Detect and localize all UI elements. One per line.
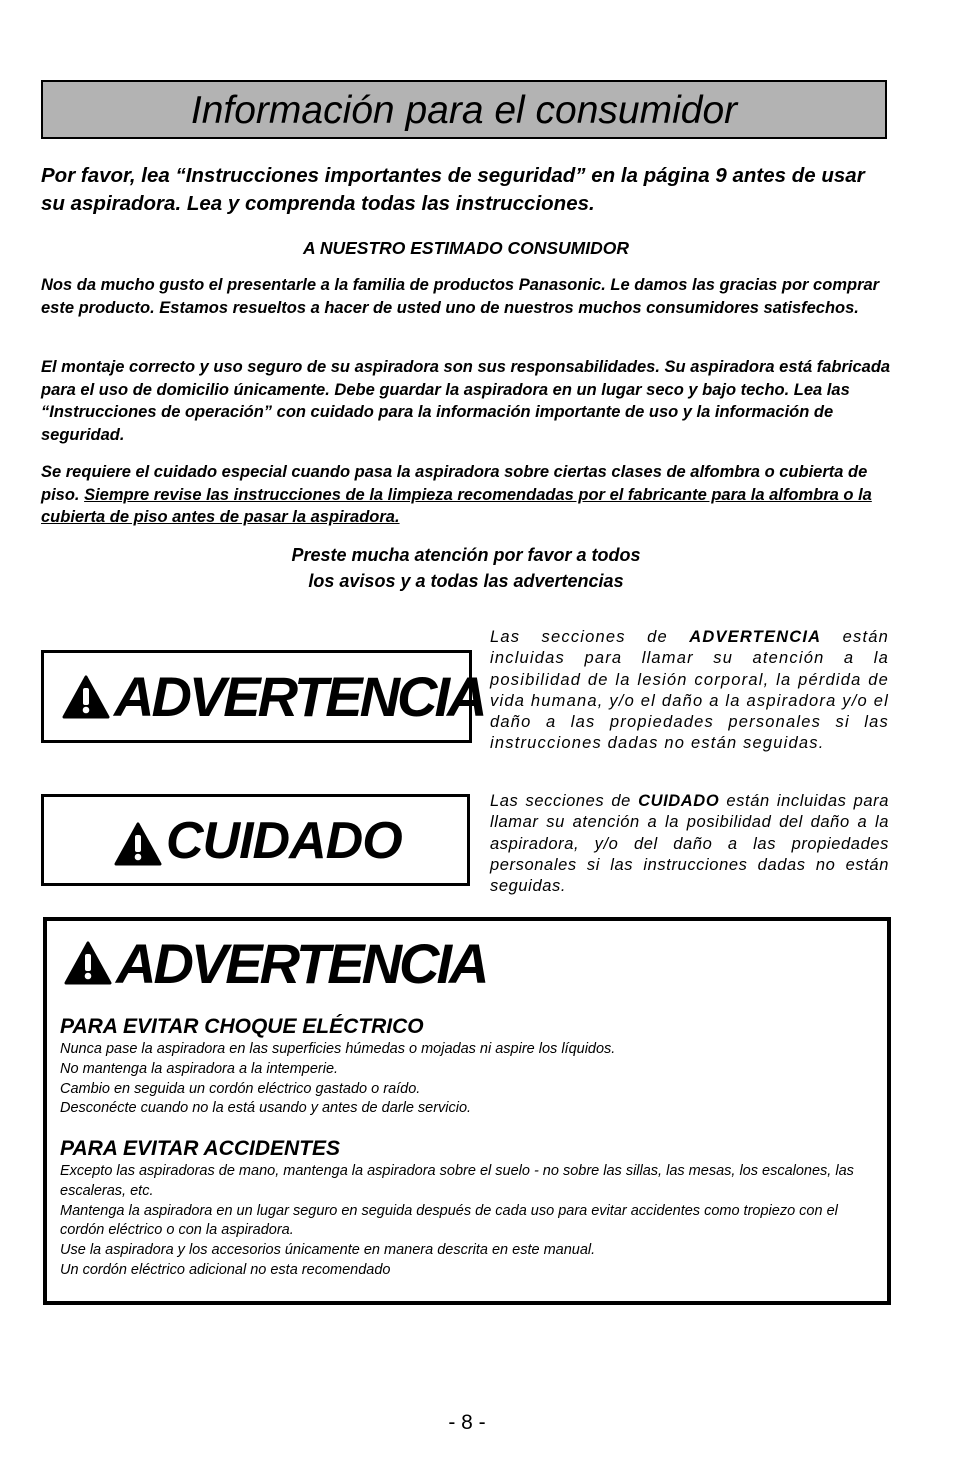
page-number: - 8 - bbox=[448, 1411, 486, 1434]
caution-sign bbox=[41, 794, 470, 886]
list-item: Un cordón eléctrico adicional no esta recomendado bbox=[60, 1261, 391, 1278]
warning-panel bbox=[43, 917, 891, 1305]
caution-desc-suffix: están incluidas para llamar su atención a la posibilidad del daño a la aspiradora, y/o del daño a las propiedades personales si las instrucciones dadas no están seguidas. bbox=[490, 792, 889, 896]
header-banner bbox=[41, 80, 887, 139]
paragraph-thanks: Nos da mucho gusto el presentarle a la familia de productos Panasonic. Le damos las gracias por comprar este producto. Estamos resueltos a hacer de usted uno de nuestros muchos consumidores satisfechos. bbox=[41, 276, 880, 317]
warning-description bbox=[490, 627, 889, 755]
list-item: Desconécte cuando no la está usando y antes de darle servicio. bbox=[60, 1100, 472, 1117]
list-item: Nunca pase la aspiradora en las superficies húmedas o mojadas ni aspire los líquidos. bbox=[60, 1041, 616, 1057]
electric-shock-title: PARA EVITAR CHOQUE ELÉCTRICO bbox=[60, 1015, 424, 1038]
accidents-title: PARA EVITAR ACCIDENTES bbox=[60, 1137, 341, 1160]
caution-triangle-icon bbox=[114, 822, 162, 866]
electric-shock-section bbox=[60, 1014, 875, 1119]
paragraph-special-care bbox=[41, 461, 891, 529]
warning-panel-triangle-icon bbox=[64, 941, 112, 985]
attention-note-line2: los avisos y a todas las advertencias bbox=[308, 571, 624, 591]
warning-label: ADVERTENCIA bbox=[114, 665, 485, 728]
attention-note bbox=[41, 542, 891, 594]
accidents-section bbox=[60, 1136, 875, 1281]
safety-intro: Por favor, lea “Instrucciones importantes de seguridad” en la página 9 antes de usar su aspiradora. Lea y comprenda todas las instrucciones. bbox=[41, 164, 865, 215]
list-item: Mantenga la aspiradora en un lugar seguro en seguida después de cada uso para evitar accidentes como tropiezo con el cordón eléctrico o con la aspiradora. bbox=[60, 1202, 838, 1239]
caution-desc-keyword: CUIDADO bbox=[638, 792, 720, 810]
list-item: Excepto las aspiradoras de mano, mantenga la aspiradora sobre el suelo - no sobre las sillas, las mesas, los escalones, las escaleras, etc. bbox=[60, 1163, 854, 1199]
list-item: No mantenga la aspiradora a la intemperie. bbox=[60, 1060, 339, 1077]
caution-desc-prefix: Las secciones de bbox=[490, 792, 639, 810]
special-care-text: Se requiere el cuidado especial cuando pasa la aspiradora sobre ciertas clases de alfombra o cubierta de piso. bbox=[41, 463, 868, 504]
warning-panel-label: ADVERTENCIA bbox=[116, 932, 487, 995]
caution-label: CUIDADO bbox=[166, 812, 402, 870]
warning-sign bbox=[41, 650, 485, 743]
warning-desc-prefix: Las secciones de bbox=[490, 628, 690, 646]
warning-desc-suffix: están incluidas para llamar su atención a la posibilidad de la lesión corporal, la pérdida de vida humana, y/o el daño a la aspiradora y/o el daño a las propiedades personales si las instrucciones dadas no están seguidas. bbox=[490, 628, 889, 753]
electric-shock-list bbox=[60, 1040, 875, 1119]
list-item: Cambio en seguida un cordón eléctrico gastado o raído. bbox=[60, 1080, 421, 1097]
paragraph-responsibility: El montaje correcto y uso seguro de su aspiradora son sus responsabilidades. Su aspiradora está fabricada para el uso de domicilio únicamente. Debe guardar la aspiradora en un lugar seco y bajo techo. Lea las “Instrucciones de operación” con cuidado para la información importante de uso y la información de seguridad. bbox=[41, 358, 891, 444]
warning-triangle-icon bbox=[62, 675, 110, 719]
caution-description bbox=[490, 791, 889, 897]
list-item: Use la aspiradora y los accesorios únicamente en manera descrita en este manual. bbox=[60, 1242, 596, 1259]
special-care-underlined: Siempre revise las instrucciones de la limpieza recomendadas por el fabricante para la alfombra o la cubierta de piso antes de pasar la aspiradora. bbox=[41, 485, 872, 526]
dear-consumer-heading: A NUESTRO ESTIMADO CONSUMIDOR bbox=[302, 238, 630, 258]
page-title: Información para el consumidor bbox=[190, 89, 738, 132]
attention-note-line1: Preste mucha atención por favor a todos bbox=[291, 545, 641, 565]
accidents-list bbox=[60, 1162, 875, 1281]
warning-desc-keyword: ADVERTENCIA bbox=[689, 628, 822, 646]
